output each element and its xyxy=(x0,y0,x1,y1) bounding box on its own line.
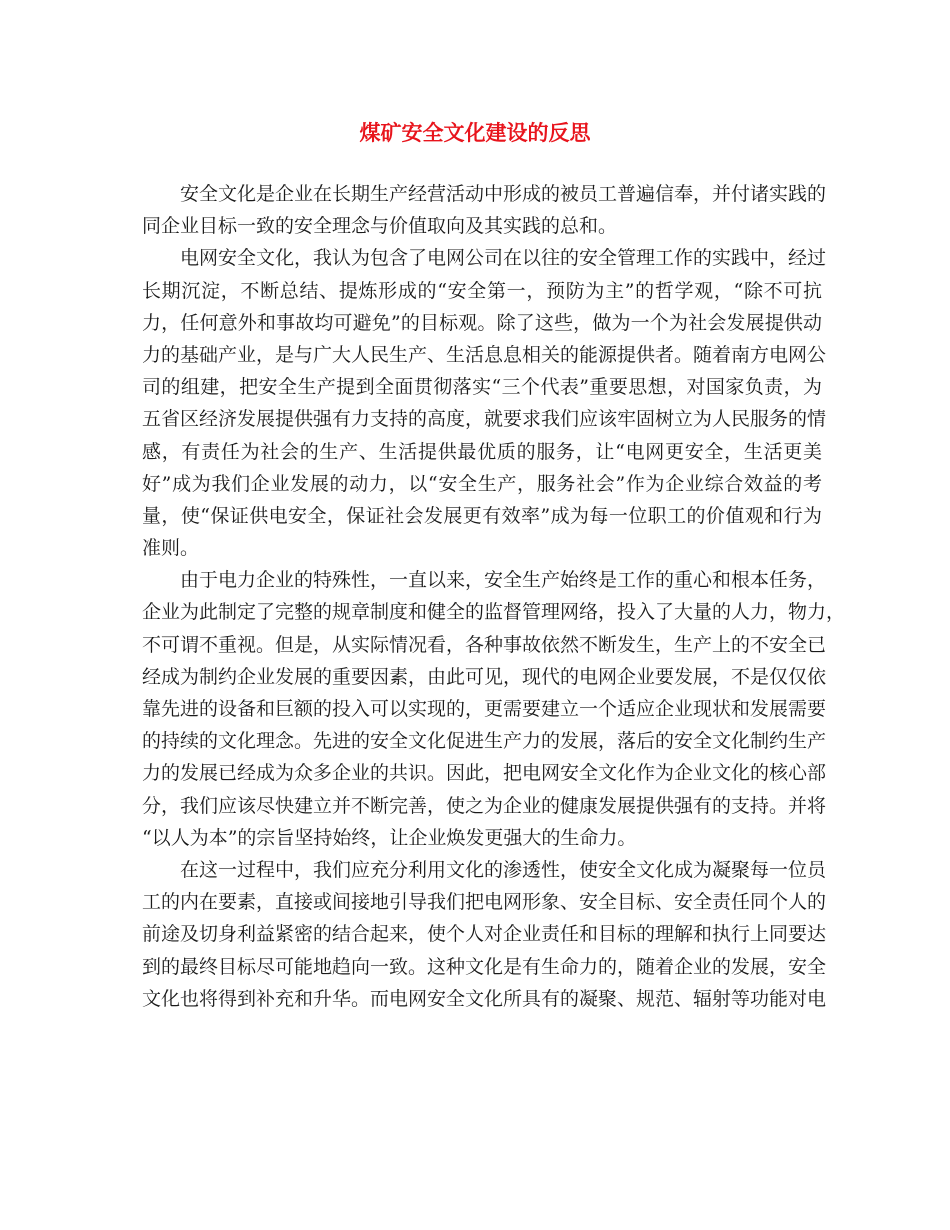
text-line: 司的组建，把安全生产提到全面贯彻落实“三个代表”重要思想，对国家负责，为 xyxy=(142,376,822,399)
text-line: 文化也将得到补充和升华。而电网安全文化所具有的凝聚、规范、辐射等功能对电 xyxy=(142,987,827,1010)
paragraph-4 xyxy=(142,854,827,1015)
paragraph-3 xyxy=(142,564,846,854)
document-title: 煤矿安全文化建设的反思 xyxy=(359,121,591,145)
text-line: 感，有责任为社会的生产、生活提供最优质的服务，让“电网更安全，生活更美 xyxy=(142,440,822,463)
text-line: 安全文化是企业在长期生产经营活动中形成的被员工普遍信奉，并付诸实践的 xyxy=(180,183,827,205)
text-line: 前途及切身利益紧密的结合起来，使个人对企业责任和目标的理解和执行上同要达 xyxy=(142,923,827,946)
text-line: 分，我们应该尽快建立并不断完善，使之为企业的健康发展提供强有的支持。并将 xyxy=(142,794,827,817)
text-line: 五省区经济发展提供强有力支持的高度，就要求我们应该牢固树立为人民服务的情 xyxy=(142,408,827,431)
text-line: 工的内在要素，直接或间接地引导我们把电网形象、安全目标、安全责任同个人的 xyxy=(142,891,827,914)
text-line: 准则。 xyxy=(142,537,200,560)
document-body xyxy=(142,178,846,1015)
text-line: 经成为制约企业发展的重要因素，由此可见，现代的电网企业要发展，不是仅仅依 xyxy=(142,665,827,688)
text-line: 企业为此制定了完整的规章制度和健全的监督管理网络，投入了大量的人力，物力， xyxy=(142,601,846,624)
text-line: 靠先进的设备和巨额的投入可以实现的，更需要建立一个适应企业现状和发展需要 xyxy=(142,698,827,720)
text-line: 由于电力企业的特殊性，一直以来，安全生产始终是工作的重心和根本任务， xyxy=(180,569,827,592)
text-line: 长期沉淀，不断总结、提炼形成的“安全第一，预防为主”的哲学观，“除不可抗 xyxy=(142,279,822,302)
text-line: “以人为本”的宗旨坚持始终，让企业焕发更强大的生命力。 xyxy=(142,826,637,849)
text-line: 的持续的文化理念。先进的安全文化促进生产力的发展，落后的安全文化制约生产 xyxy=(142,730,827,753)
paragraph-1 xyxy=(142,178,827,242)
text-line: 同企业目标一致的安全理念与价值取向及其实践的总和。 xyxy=(142,215,618,238)
text-line: 力的基础产业，是与广大人民生产、生活息息相关的能源提供者。随着南方电网公 xyxy=(142,343,827,366)
text-line: 不可谓不重视。但是，从实际情况看，各种事故依然不断发生，生产上的不安全已 xyxy=(142,633,827,656)
text-line: 力，任何意外和事故均可避免”的目标观。除了这些，做为一个为社会发展提供动 xyxy=(142,311,822,334)
text-line: 在这一过程中，我们应充分利用文化的渗透性，使安全文化成为凝聚每一位员 xyxy=(180,858,827,881)
text-line: 力的发展已经成为众多企业的共识。因此，把电网安全文化作为企业文化的核心部 xyxy=(142,762,827,785)
text-line: 好”成为我们企业发展的动力，以“安全生产，服务社会”作为企业综合效益的考 xyxy=(142,472,822,495)
text-line: 电网安全文化，我认为包含了电网公司在以往的安全管理工作的实践中，经过 xyxy=(180,247,827,270)
paragraph-2 xyxy=(142,242,827,564)
text-line: 到的最终目标尽可能地趋向一致。这种文化是有生命力的，随着企业的发展，安全 xyxy=(142,955,827,978)
text-line: 量，使“保证供电安全，保证社会发展更有效率”成为每一位职工的价值观和行为 xyxy=(142,504,822,527)
